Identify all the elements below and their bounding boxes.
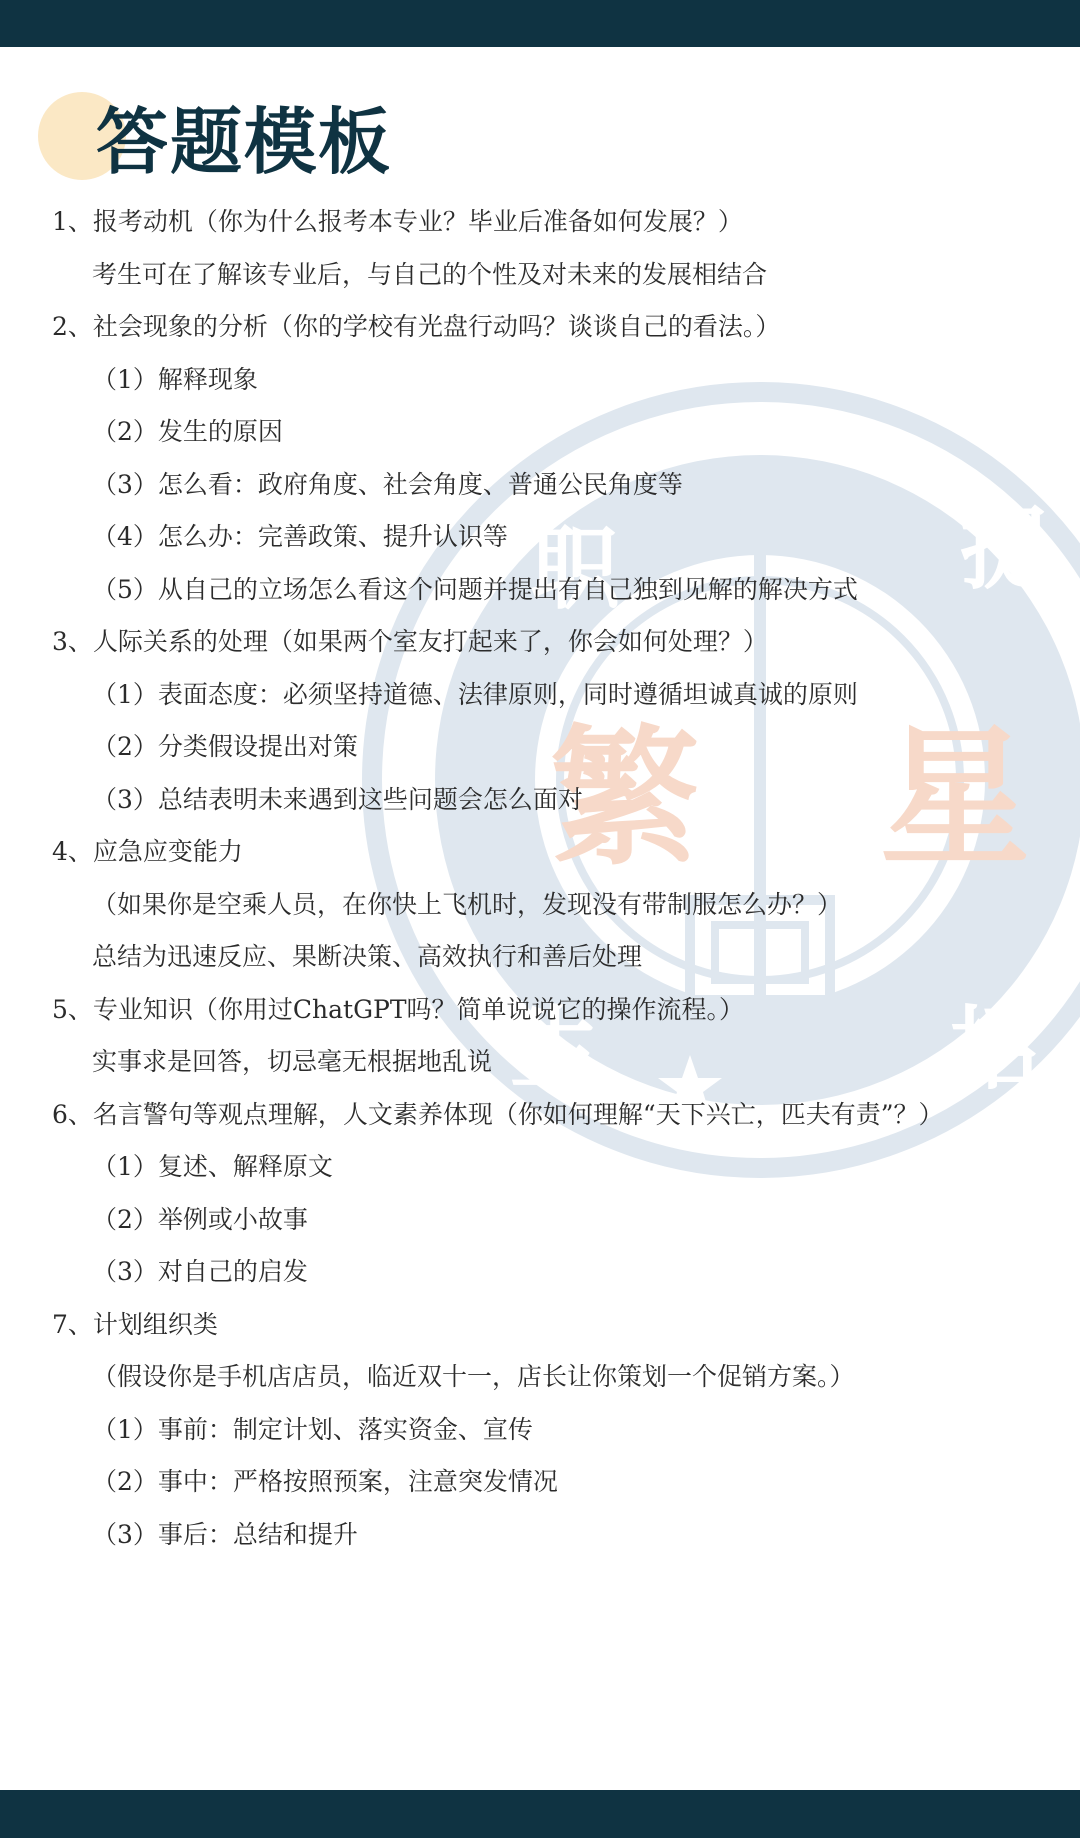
section-point: （1）表面态度：必须坚持道德、法律原则，同时遵循坦诚真诚的原则 [92,679,858,709]
section-heading: 7、计划组织类 [52,1309,218,1339]
section-heading: 4、应急应变能力 [52,837,243,866]
section-point: （3）怎么看：政府角度、社会角度、普通公民角度等 [92,469,683,499]
watermark-char-2: 提 [960,497,1050,602]
section-point: （3）对自己的启发 [92,1257,308,1286]
section-point: （4）怎么办：完善政策、提升认识等 [92,522,508,551]
watermark-char-4: 星 [880,710,1031,886]
page-title: 答题模板 [96,99,393,184]
section-point: （2）发生的原因 [92,417,283,446]
section-point: （1）解释现象 [92,364,258,394]
section-point: （2）举例或小故事 [92,1204,308,1234]
section-point: （如果你是空乘人员，在你快上飞机时，发现没有带制服怎么办？） [92,889,843,919]
top-bar [0,0,1080,47]
bottom-bar [0,1790,1080,1838]
section-point: 总结为迅速反应、果断决策、高效执行和善后处理 [92,942,643,971]
watermark-char-1: 职 [530,517,620,622]
section-point: （3）总结表明未来遇到这些问题会怎么面对 [92,784,583,814]
section-point: （2）分类假设提出对策 [92,732,358,761]
section-heading: 6、名言警句等观点理解，人文素养体现（你如何理解“天下兴亡，匹夫有责”？） [52,1099,944,1129]
section-point: （1）事前：制定计划、落实资金、宣传 [92,1414,533,1444]
section-point: （1）复述、解释原文 [92,1152,333,1181]
section-point: （5）从自己的立场怎么看这个问题并提出有自己独到见解的解决方式 [92,574,858,604]
section-point: （2）事中：严格按照预案，注意突发情况 [92,1467,558,1496]
watermark-char-6: 招 [950,997,1040,1102]
section-point: （3）事后：总结和提升 [92,1519,358,1549]
watermark-char-3: 繁 [550,710,701,886]
section-point: 实事求是回答，切忌毫无根据地乱说 [92,1047,493,1076]
section-heading: 1、报考动机（你为什么报考本专业？毕业后准备如何发展？） [52,207,743,236]
section-heading: 3、人际关系的处理（如果两个室友打起来了，你会如何处理？） [52,627,768,656]
section-heading: 5、专业知识（你用过ChatGPT吗？简单说说它的操作流程。） [52,994,745,1024]
watermark-char-5: 生 [510,997,600,1102]
section-heading: 2、社会现象的分析（你的学校有光盘行动吗？谈谈自己的看法。） [52,312,781,341]
section-point: （假设你是手机店店员，临近双十一，店长让你策划一个促销方案。） [92,1362,855,1391]
section-point: 考生可在了解该专业后，与自己的个性及对未来的发展相结合 [92,259,768,289]
